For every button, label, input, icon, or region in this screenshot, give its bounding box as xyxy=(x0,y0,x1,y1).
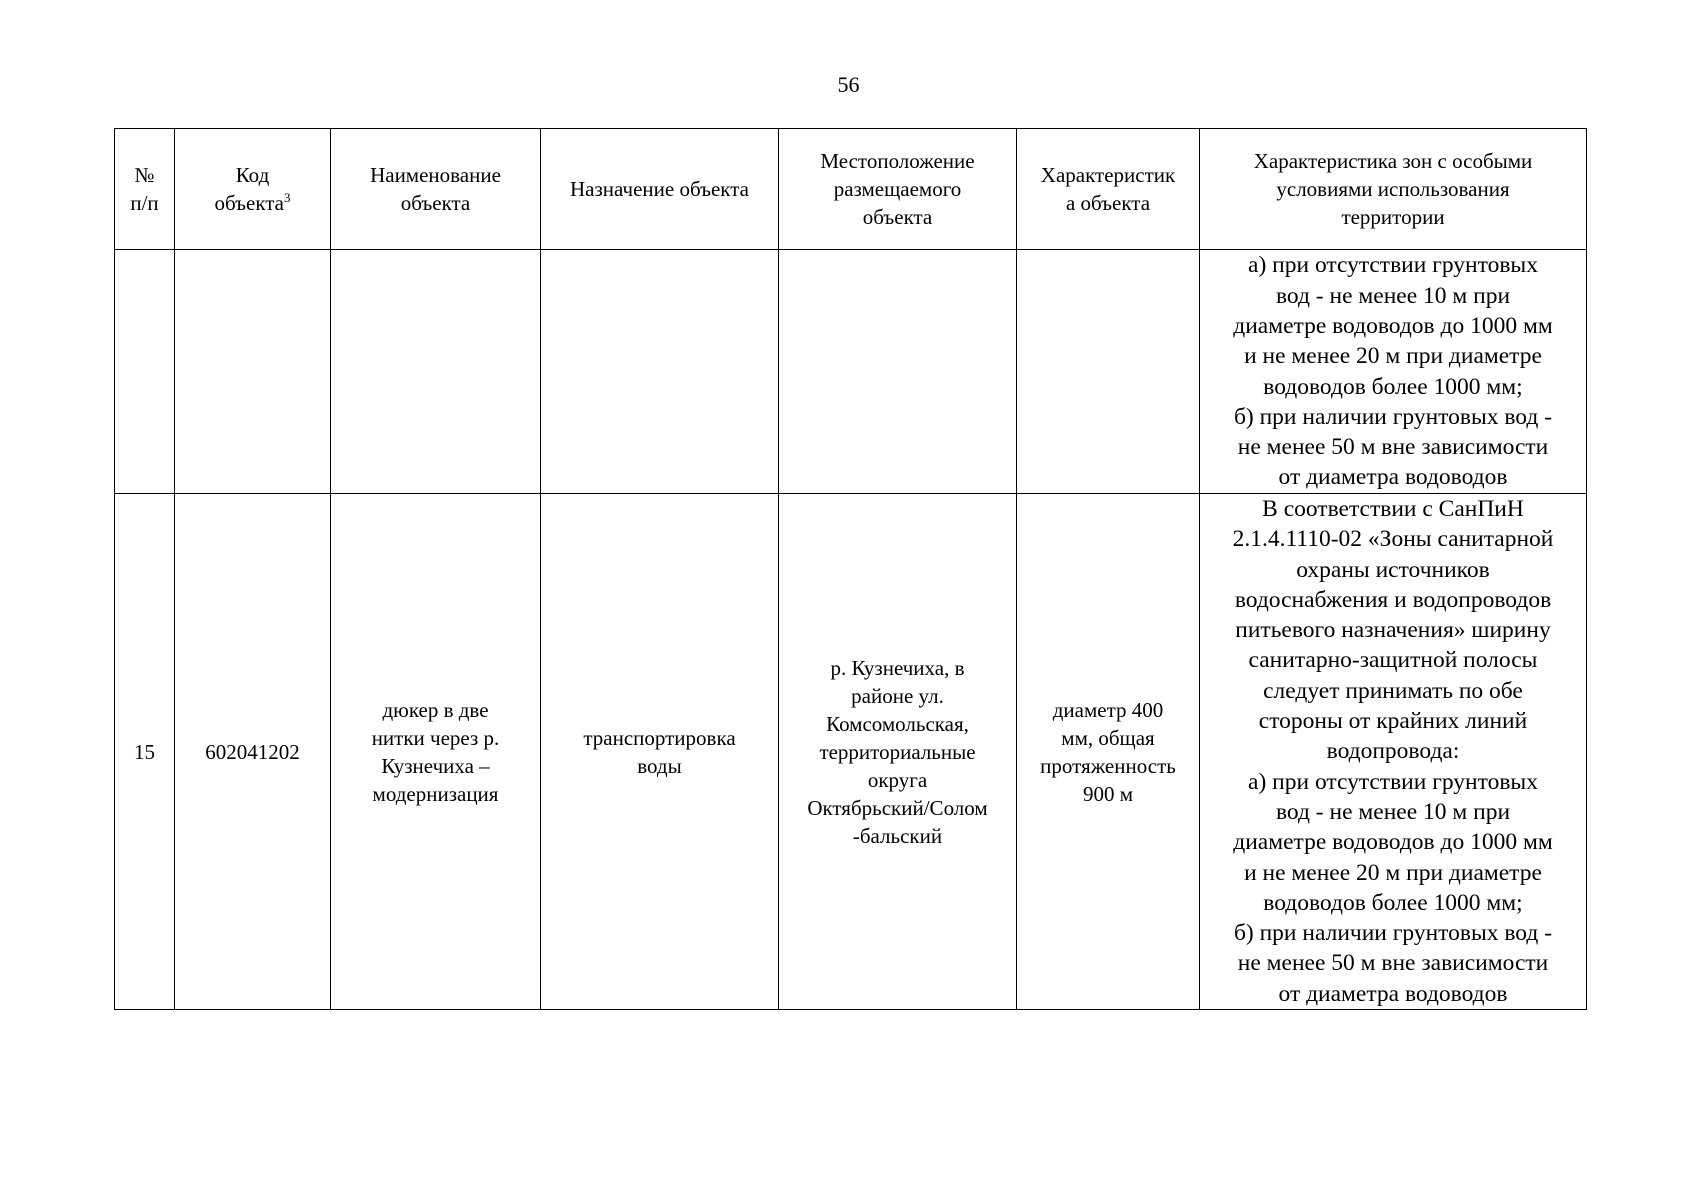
header-num: № п/п xyxy=(115,129,175,250)
cell-purpose: транспортировка воды xyxy=(541,494,779,1010)
table-header-row xyxy=(115,129,1587,250)
cell-code xyxy=(175,250,331,494)
cell-characteristic: диаметр 400 мм, общая протяженность 900 м xyxy=(1017,494,1200,1010)
cell-name: дюкер в две нитки через р. Кузнечиха – модернизация xyxy=(331,494,541,1010)
header-code xyxy=(175,129,331,250)
cell-location: р. Кузнечиха, в районе ул. Комсомольская, территориальные округа Октябрьский/Солом -бальский xyxy=(779,494,1017,1010)
header-name: Наименование объекта xyxy=(331,129,541,250)
table-row xyxy=(115,250,1587,494)
cell-location xyxy=(779,250,1017,494)
header-code-footnote: 3 xyxy=(284,190,291,205)
header-code-label: Код объекта xyxy=(214,163,285,215)
cell-zones: В соответствии с СанПиН 2.1.4.1110-02 «Зоны санитарной охраны источников водоснабжения и водопроводов питьевого назначения» ширину санитарно-защитной полосы следует принимать по обе стороны от крайних линий водопровода: а) при отсутствии грунтовых вод - не менее 10 м при диаметре водоводов до 1000 мм и не менее 20 м при диаметре водоводов более 1000 мм; б) при наличии грунтовых вод - не менее 50 м вне зависимости от диаметра водоводов xyxy=(1200,494,1587,1010)
header-purpose: Назначение объекта xyxy=(541,129,779,250)
header-zones: Характеристика зон с особыми условиями использования территории xyxy=(1200,129,1587,250)
cell-name xyxy=(331,250,541,494)
header-location: Местоположение размещаемого объекта xyxy=(779,129,1017,250)
table-row xyxy=(115,494,1587,1010)
page-number: 56 xyxy=(837,72,860,97)
objects-table xyxy=(114,128,1587,1010)
cell-code: 602041202 xyxy=(175,494,331,1010)
cell-num: 15 xyxy=(115,494,175,1010)
cell-purpose xyxy=(541,250,779,494)
header-characteristic: Характеристик а объекта xyxy=(1017,129,1200,250)
cell-characteristic xyxy=(1017,250,1200,494)
cell-zones: а) при отсутствии грунтовых вод - не менее 10 м при диаметре водоводов до 1000 мм и не менее 20 м при диаметре водоводов более 1000 мм; б) при наличии грунтовых вод - не менее 50 м вне зависимости от диаметра водоводов xyxy=(1200,250,1587,494)
cell-num xyxy=(115,250,175,494)
